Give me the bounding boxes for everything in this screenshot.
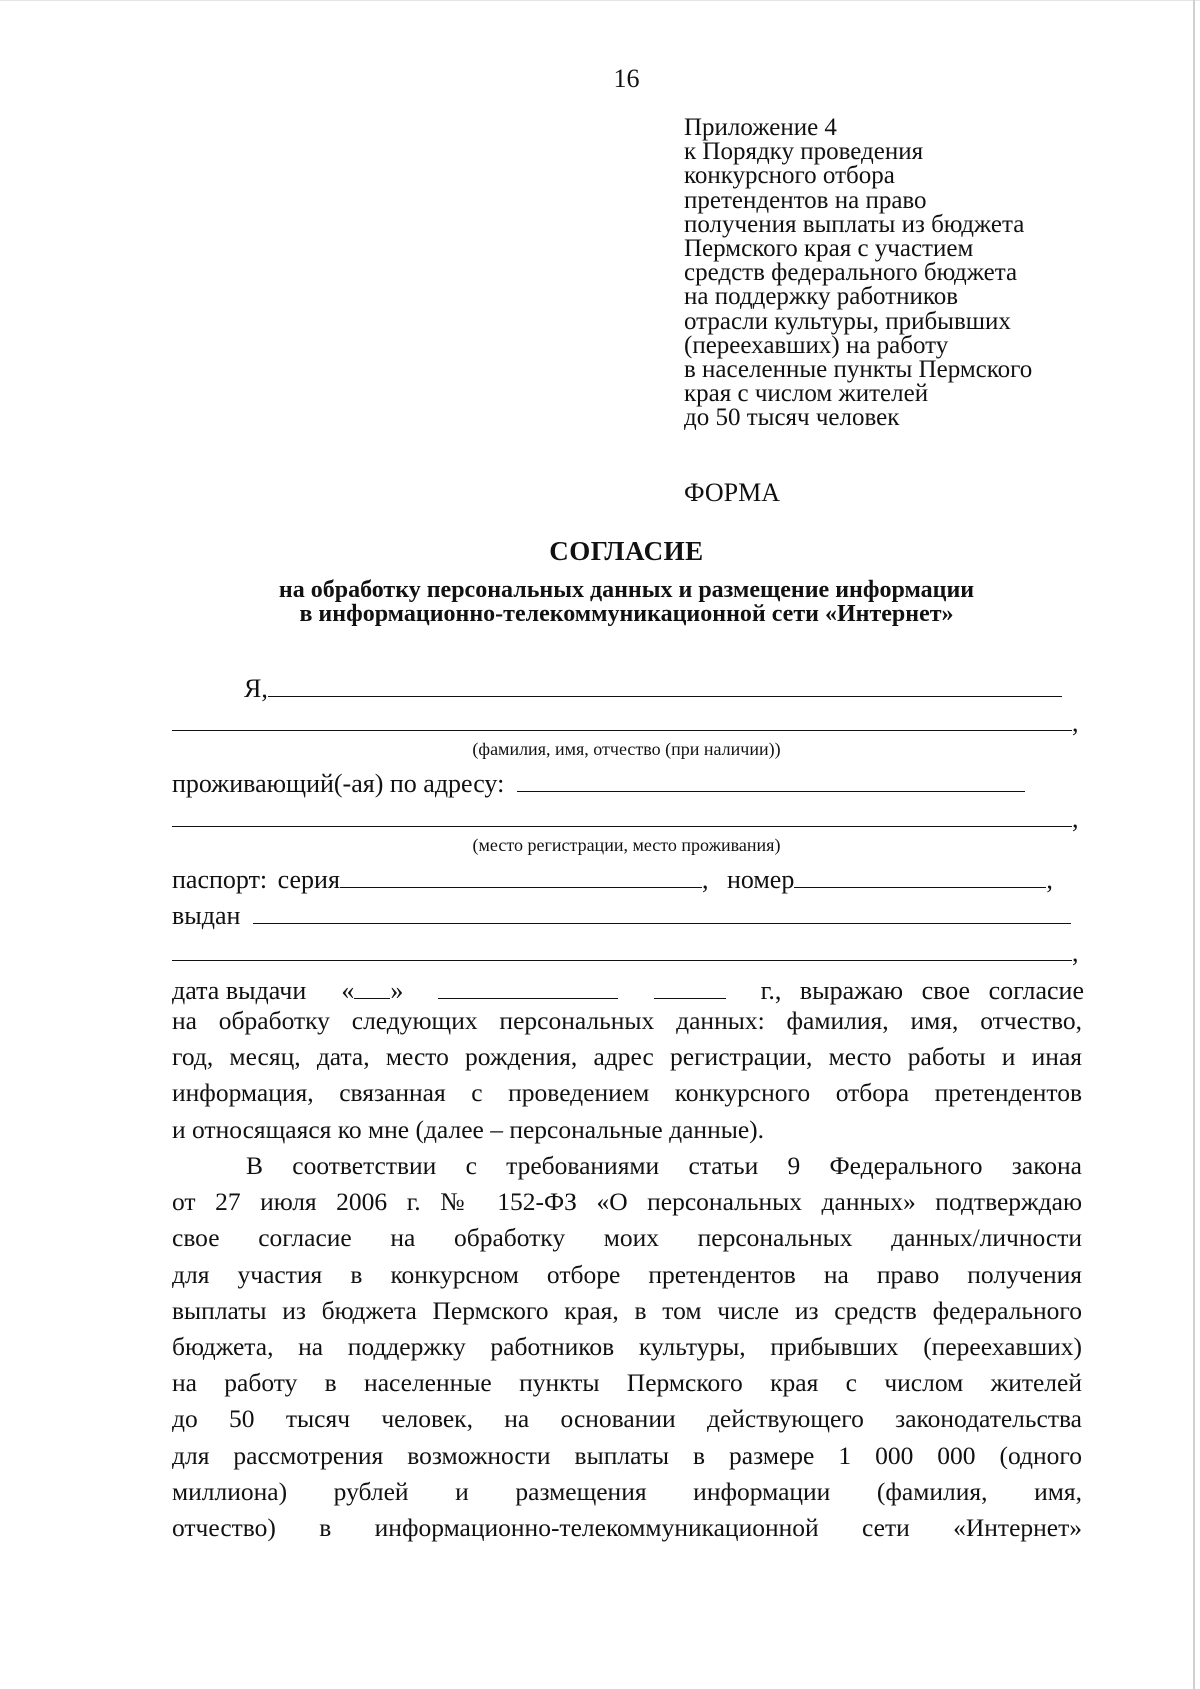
issued-row-2 (172, 936, 1082, 968)
issued-field-line-1[interactable] (253, 899, 1071, 924)
fio-row (244, 672, 1074, 704)
annex-line: до 50 тысяч человек (684, 404, 900, 432)
document-title: СОГЛАСИЕ (549, 536, 704, 566)
document-subtitle (0, 578, 1200, 626)
passport-label: паспорт: (172, 865, 268, 894)
address-field-line-2[interactable] (172, 802, 1072, 827)
comma: , (1046, 865, 1053, 894)
address-field-line-1[interactable] (517, 767, 1025, 792)
number-label: номер (726, 865, 795, 894)
fio-row-2 (172, 706, 1082, 738)
paragraph-line: от 27 июля 2006 г. № 152-ФЗ «О персональных данных» подтверждаю (172, 1187, 1082, 1217)
issued-label: выдан (172, 901, 241, 930)
series-field[interactable] (340, 863, 702, 888)
subtitle-line: на обработку персональных данных и размещение информации (278, 577, 975, 603)
paragraph-line: информация, связанная с проведением конкурсного отбора претендентов (172, 1078, 1082, 1108)
annex-line: отрасли культуры, прибывших (684, 307, 1011, 335)
comma: , (701, 865, 709, 894)
passport-row (172, 863, 1082, 895)
paragraph-line: год, месяц, дата, место рождения, адрес регистрации, место работы и иная (172, 1042, 1082, 1072)
annex-line: края с числом жителей (684, 380, 929, 408)
address-label: проживающий(-ая) по адресу: (172, 769, 505, 798)
annex-line: конкурсного отбора (684, 162, 895, 190)
paragraph-line: для рассмотрения возможности выплаты в размере 1 000 000 (одного (172, 1440, 1082, 1470)
series-label: серия (277, 865, 340, 894)
paragraph-line: отчество) в информационно-телекоммуникационной сети «Интернет» (172, 1513, 1082, 1543)
page-number: 16 (613, 64, 640, 93)
paragraph-line: выплаты из бюджета Пермского края, в том числе из средств федерального (172, 1295, 1082, 1325)
paragraph-line: для участия в конкурсном отборе претендентов на право получения (172, 1259, 1082, 1289)
paragraph-line: свое согласие на обработку моих персональных данных/личности (172, 1223, 1082, 1253)
address-hint: (место регистрации, место проживания) (472, 835, 781, 855)
annex-line: (переехавших) на работу (684, 331, 949, 359)
fio-field-line-1[interactable] (268, 672, 1062, 697)
fio-field-line-2[interactable] (172, 706, 1072, 731)
date-label: дата выдачи (172, 976, 307, 1005)
address-row-2 (172, 802, 1082, 834)
annex-line: Приложение 4 (684, 114, 837, 141)
comma: , (1072, 804, 1079, 833)
day-group (341, 974, 403, 1006)
consent-paragraph-1 (172, 1003, 1082, 1148)
consent-paragraph-2 (172, 1148, 1082, 1546)
annex-line: на поддержку работников (684, 283, 959, 311)
ya-label: Я, (244, 674, 268, 703)
year-suffix: г., выражаю свое согласие (760, 976, 1084, 1005)
paragraph-line: В соответствии с требованиями статьи 9 Федерального закона (246, 1151, 1082, 1180)
day-field[interactable] (354, 974, 390, 999)
fio-hint: (фамилия, имя, отчество (при наличии)) (472, 739, 781, 759)
paragraph-line: до 50 тысяч человек, на основании действующего законодательства (172, 1404, 1082, 1434)
month-field[interactable] (438, 974, 618, 999)
annex-line: Пермского края с участием (684, 235, 974, 263)
quote-open: « (341, 976, 355, 1005)
comma: , (1072, 708, 1079, 737)
paragraph-line: на обработку следующих персональных данных: фамилия, имя, отчество, (172, 1006, 1082, 1035)
address-row (172, 767, 1082, 799)
paragraph-line: миллиона) рублей и размещения информации (фамилия, имя, (172, 1476, 1082, 1506)
year-field[interactable] (654, 974, 726, 999)
paragraph-line: бюджета, на поддержку работников культуры, прибывших (переехавших) (172, 1332, 1082, 1362)
comma: , (1072, 938, 1079, 967)
page-top-edge (0, 0, 1200, 1)
number-field[interactable] (794, 863, 1046, 888)
issue-date-row (172, 974, 1084, 1006)
form-label: ФОРМА (684, 478, 780, 507)
subtitle-line: в информационно-телекоммуникационной сети «Интернет» (299, 601, 954, 627)
paragraph-line: и относящаяся ко мне (далее – персональные данные). (172, 1114, 765, 1144)
quote-close: » (390, 976, 404, 1005)
annex-line: средств федерального бюджета (684, 259, 1018, 287)
annex-line: претендентов на право (684, 186, 927, 214)
issued-field-line-2[interactable] (172, 936, 1072, 961)
paragraph-line: на работу в населенные пункты Пермского края с числом жителей (172, 1368, 1082, 1398)
annex-line: в населенные пункты Пермского (684, 356, 1033, 384)
annex-line: получения выплаты из бюджета (684, 210, 1025, 238)
issued-row (172, 899, 1082, 931)
annex-line: к Порядку проведения (684, 138, 924, 166)
annex-header (684, 116, 1032, 431)
